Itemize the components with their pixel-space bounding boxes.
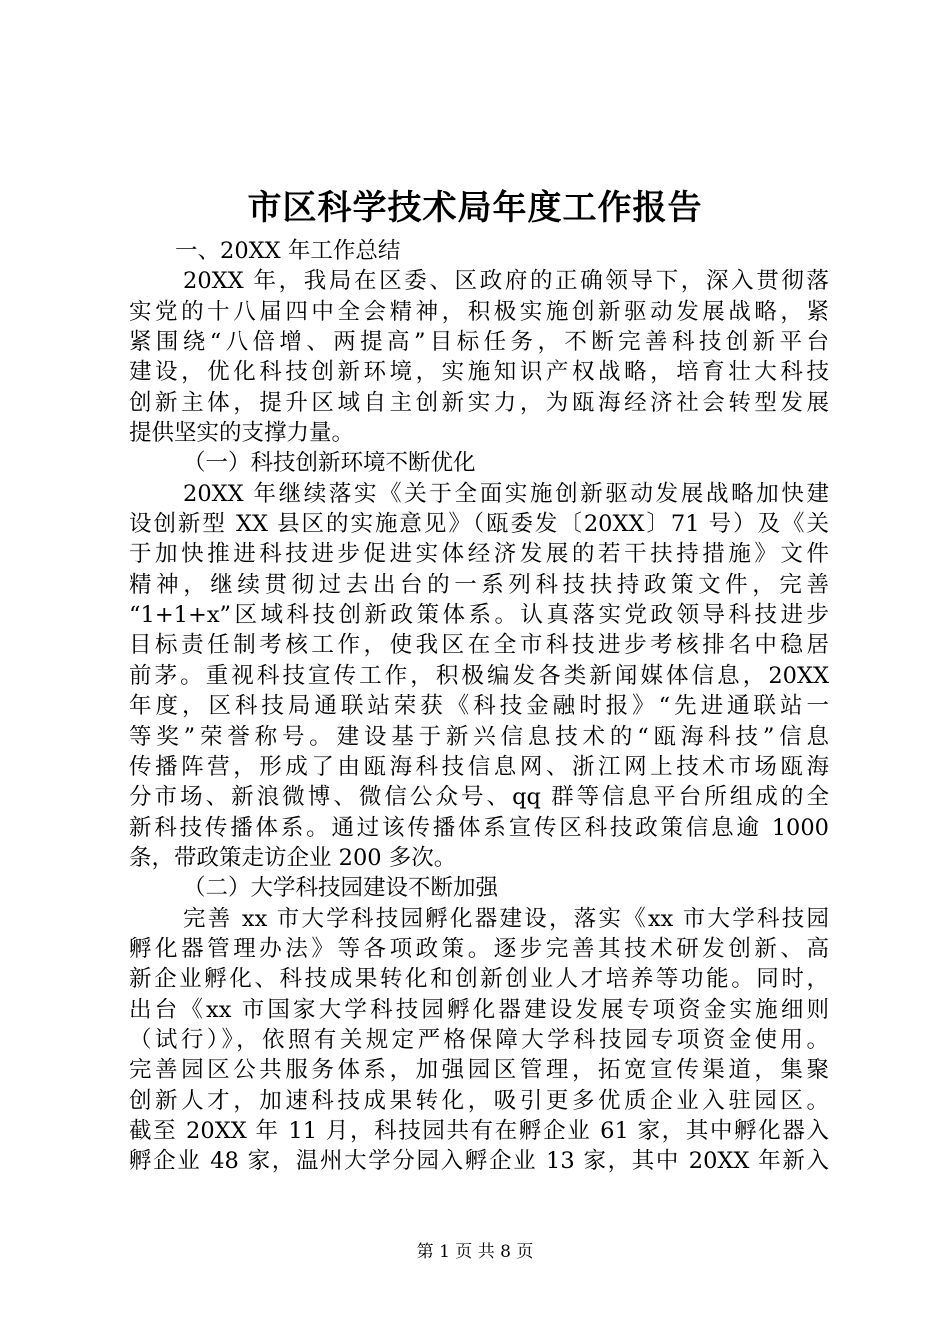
section-heading: 一、20XX 年工作总结 [175, 238, 401, 264]
page-number: 第 1 页 共 8 页 [416, 1242, 534, 1262]
paragraph-line: 截至 20XX 年 11 月，科技园共有在孵企业 61 家，其中孵化器入 [129, 1117, 829, 1144]
paragraph-line: 新企业孵化、科技成果转化和创新创业人才培养等功能。同时， [129, 966, 829, 993]
paragraph-line: 创新主体，提升区域自主创新实力，为瓯海经济社会转型发展 [129, 389, 829, 416]
paragraph-line: 20XX 年，我局在区委、区政府的正确领导下，深入贯彻落 [183, 268, 829, 295]
document-title: 市区科学技术局年度工作报告 [247, 188, 703, 228]
paragraph-line: 完善 xx 市大学科技园孵化器建设，落实《xx 市大学科技园 [183, 905, 829, 932]
document-body [129, 236, 829, 1177]
subsection-heading: （一）科技创新环境不断优化 [183, 450, 476, 477]
paragraph-line: 条，带政策走访企业 200 多次。 [129, 844, 457, 871]
paragraph-line: 出台《xx 市国家大学科技园孵化器建设发展专项资金实施细则 [129, 996, 829, 1023]
paragraph-line: “1+1+x”区域科技创新政策体系。认真落实党政领导科技进步 [129, 602, 829, 629]
paragraph-line: 完善园区公共服务体系，加强园区管理，拓宽宣传渠道，集聚 [129, 1057, 829, 1084]
paragraph-line: 于加快推进科技进步促进实体经济发展的若干扶持措施》文件 [129, 541, 829, 568]
paragraph-line: （试行）》，依照有关规定严格保障大学科技园专项资金使用。 [129, 1026, 829, 1053]
paragraph-line: 目标责任制考核工作，使我区在全市科技进步考核排名中稳居 [129, 632, 829, 659]
paragraph-line: 分市场、新浪微博、微信公众号、qq 群等信息平台所组成的全 [129, 784, 829, 811]
paragraph-line: 等奖”荣誉称号。建设基于新兴信息技术的“瓯海科技”信息 [129, 723, 829, 750]
paragraph-line: 前茅。重视科技宣传工作，积极编发各类新闻媒体信息，20XX [129, 662, 829, 689]
paragraph-line: 紧围绕“八倍增、两提高”目标任务，不断完善科技创新平台 [129, 329, 829, 356]
paragraph-line: 实党的十八届四中全会精神，积极实施创新驱动发展战略，紧 [129, 298, 829, 325]
paragraph-line: 20XX 年继续落实《关于全面实施创新驱动发展战略加快建 [183, 480, 829, 507]
subsection-heading: （二）大学科技园建设不断加强 [183, 875, 499, 902]
paragraph-line: 提供坚实的支撑力量。 [129, 420, 355, 447]
paragraph-line: 新科技传播体系。通过该传播体系宣传区科技政策信息逾 1000 [129, 814, 829, 841]
paragraph-line: 年度，区科技局通联站荣获《科技金融时报》“先进通联站一 [129, 693, 829, 720]
paragraph-line: 精神，继续贯彻过去出台的一系列科技扶持政策文件，完善 [129, 571, 829, 598]
paragraph-line: 孵企业 48 家，温州大学分园入孵企业 13 家，其中 20XX 年新入 [129, 1148, 829, 1175]
paragraph-line: 建设，优化科技创新环境，实施知识产权战略，培育壮大科技 [129, 359, 829, 386]
paragraph-line: 创新人才，加速科技成果转化，吸引更多优质企业入驻园区。 [129, 1087, 829, 1114]
paragraph-line: 传播阵营，形成了由瓯海科技信息网、浙江网上技术市场瓯海 [129, 753, 829, 780]
paragraph-line: 设创新型 XX 县区的实施意见》（瓯委发〔20XX〕71 号）及《关 [129, 511, 829, 538]
paragraph-line: 孵化器管理办法》等各项政策。逐步完善其技术研发创新、高 [129, 935, 829, 962]
